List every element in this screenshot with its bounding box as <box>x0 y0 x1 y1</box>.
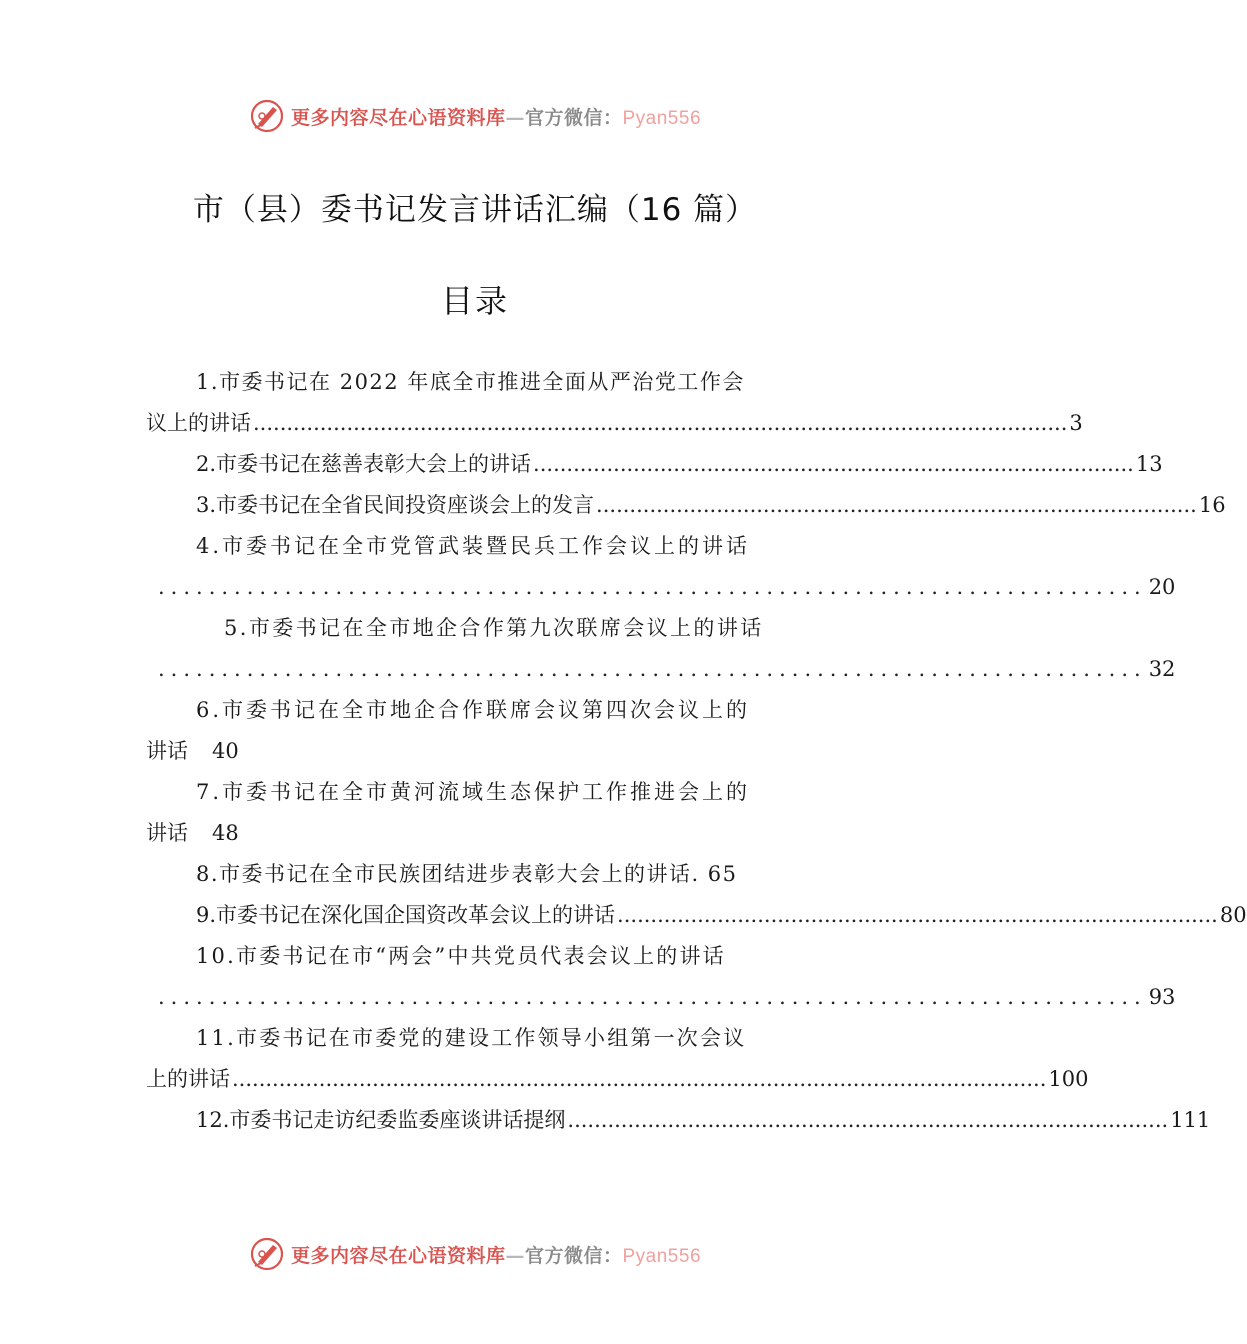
toc-entry-6-line2[interactable]: 讲话 40 <box>146 739 239 763</box>
toc-entry-11-line1[interactable]: 11.市委书记在市委党的建设工作领导小组第一次会议 <box>196 1026 747 1050</box>
toc-entry-7-line2[interactable]: 讲话 48 <box>146 821 239 845</box>
leader-dots: .............................................................................. <box>158 575 1147 599</box>
toc-entry-11-line2[interactable]: 上的讲话 .......................................................................................................................... 100 <box>146 1059 806 1099</box>
leader-dots: .......................................................................................... <box>617 903 1218 927</box>
toc-page: 48 <box>212 821 239 845</box>
toc-entry-10-line1[interactable]: 10.市委书记在市“两会”中共党员代表会议上的讲话 <box>196 944 726 968</box>
document-title: 市（县）委书记发言讲话汇编（16 篇） <box>192 192 758 228</box>
toc-page: 100 <box>1048 1067 1089 1091</box>
header-banner <box>0 96 950 136</box>
toc-heading: 目录 <box>440 282 509 320</box>
toc-entry-5-line1[interactable]: 5.市委书记在全市地企合作第九次联席会议上的讲话 <box>224 616 764 640</box>
leader-dots: .......................................................................................................................... <box>232 1067 1047 1091</box>
toc-entry-4-line2[interactable] <box>156 567 1176 607</box>
toc-entry-5-line2[interactable] <box>156 649 1176 689</box>
leader-dots: .............................................................................. <box>158 985 1147 1009</box>
leader-dots: .......................................................................................................................... <box>253 411 1068 435</box>
footer-banner <box>0 1234 950 1274</box>
banner-text: 更多内容尽在心语资料库—官方微信：Pyan556 <box>290 1244 702 1267</box>
toc-entry-4-line1[interactable]: 4.市委书记在全市党管武装暨民兵工作会议上的讲话 <box>196 534 751 558</box>
toc-page: 40 <box>212 739 239 763</box>
toc-entry-10-line2[interactable] <box>156 977 1176 1017</box>
toc-page: 32 <box>1148 657 1176 681</box>
toc-page: 13 <box>1135 452 1163 476</box>
toc-page: 65 <box>707 862 738 886</box>
toc-entry-1-line2[interactable]: 议上的讲话 .......................................................................................................................... 3 <box>146 403 806 443</box>
toc-page: 20 <box>1148 575 1176 599</box>
toc-entry-2[interactable]: 2.市委书记在慈善表彰大会上的讲话 .......................................................................................... 13 <box>196 444 806 484</box>
leader-dots: .......................................................................................... <box>533 452 1134 476</box>
leader-dots: .......................................................................................... <box>596 493 1197 517</box>
banner-text: 更多内容尽在心语资料库—官方微信：Pyan556 <box>290 106 702 129</box>
toc-entry-12[interactable]: 12.市委书记走访纪委监委座谈讲话提纲 .......................................................................................... 111 <box>196 1100 806 1140</box>
toc-entry-7-line1[interactable]: 7.市委书记在全市黄河流域生态保护工作推进会上的 <box>196 780 751 804</box>
toc-page: 3 <box>1069 411 1083 435</box>
toc-page: 93 <box>1148 985 1176 1009</box>
toc-entry-6-line1[interactable]: 6.市委书记在全市地企合作联席会议第四次会议上的 <box>196 698 751 722</box>
leader-dots: .............................................................................. <box>158 657 1147 681</box>
wechat-id: Pyan556 <box>622 107 702 129</box>
quill-logo-icon <box>249 98 285 134</box>
wechat-id: Pyan556 <box>622 1245 702 1267</box>
toc-entry-3[interactable]: 3.市委书记在全省民间投资座谈会上的发言 .......................................................................................... 16 <box>196 485 806 525</box>
toc-entry-9[interactable]: 9.市委书记在深化国企国资改革会议上的讲话 .......................................................................................... 80 <box>196 895 806 935</box>
toc-page: 16 <box>1198 493 1226 517</box>
quill-logo-icon <box>249 1236 285 1272</box>
toc-entry-8[interactable]: 8.市委书记在全市民族团结进步表彰大会上的讲话. 65 <box>196 862 738 886</box>
toc-entry-1-line1[interactable]: 1.市委书记在 2022 年底全市推进全面从严治党工作会 <box>196 370 745 394</box>
toc-page: 111 <box>1170 1108 1211 1132</box>
leader-dots: .......................................................................................... <box>567 1108 1169 1132</box>
toc-page: 80 <box>1219 903 1247 927</box>
